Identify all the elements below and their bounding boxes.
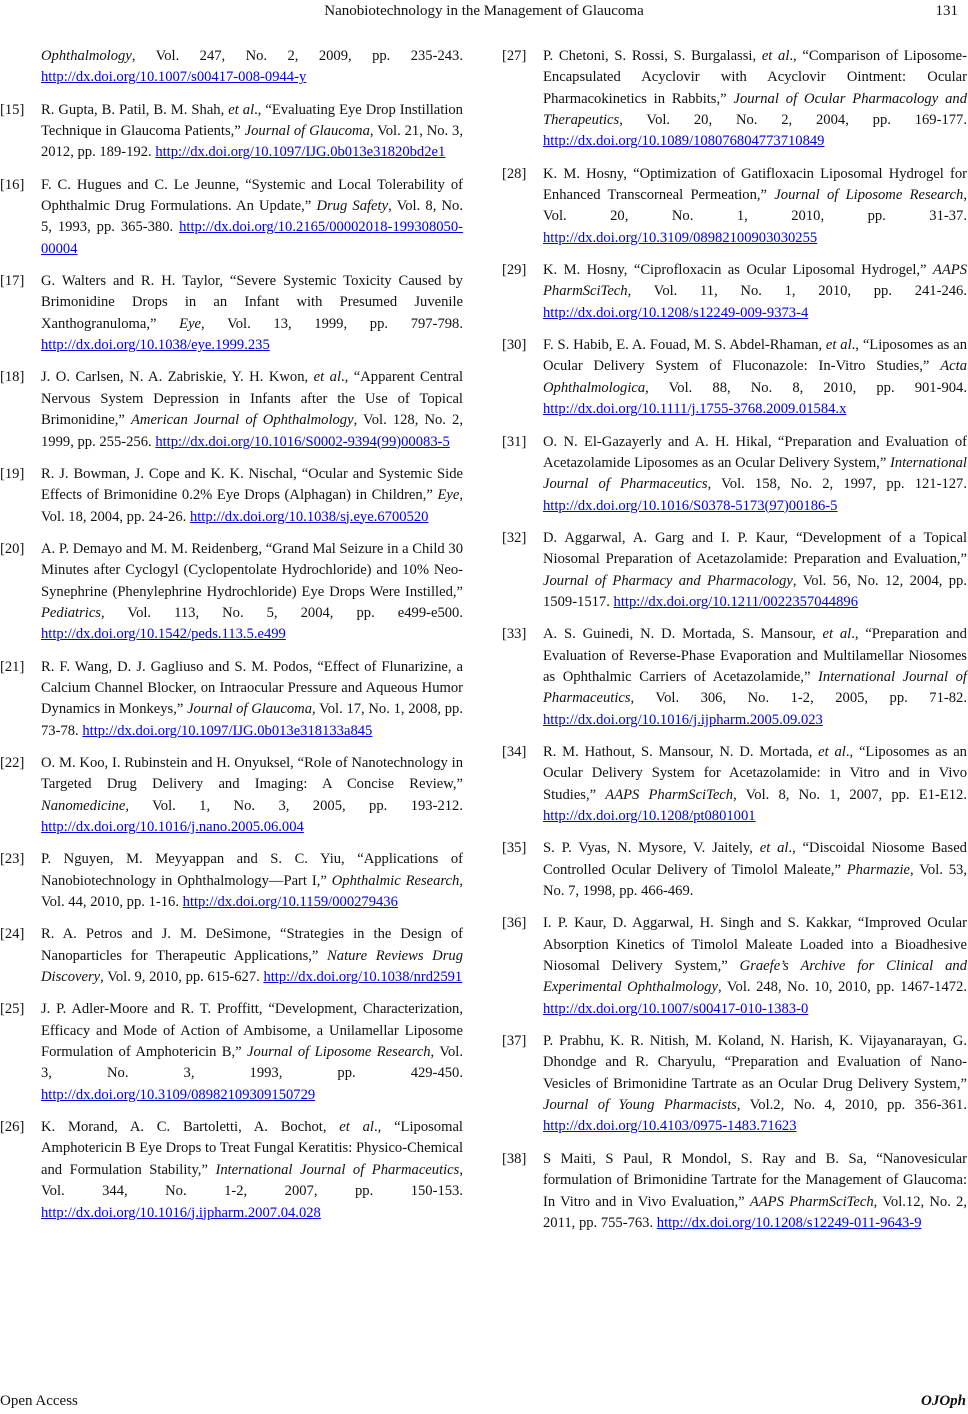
reference-journal: Journal of Ocular Pharmacology and Therapeutics — [543, 90, 967, 129]
reference-doi-link[interactable]: http://dx.doi.org/10.1016/S0378-5173(97)00186-5 — [543, 497, 838, 514]
reference-etal: et al — [818, 743, 846, 760]
reference-item — [502, 432, 967, 517]
reference-title: ., “Apparent Central Nervous System Depression in Infants after the Use of Topical Brimonidine,” — [41, 369, 463, 429]
reference-details: , Vol. 20, No. 1, 2010, pp. 31-37. — [543, 187, 967, 225]
reference-journal: Journal of Liposome Research — [247, 1044, 431, 1061]
reference-text — [41, 753, 463, 838]
reference-title: ., “Liposomes as an Ocular Delivery System for Acetazolamide: in Vitro and in Vivo Studies,” — [543, 743, 967, 803]
reference-details: , Vol. 158, No. 2, 1997, pp. 121-127. — [707, 476, 967, 493]
reference-number: [36] — [502, 915, 527, 932]
reference-details: , Vol. 17, No. 1, 2008, pp. 73-78. — [41, 701, 463, 739]
continuation-details: , Vol. 247, No. 2, 2009, pp. 235-243. — [131, 48, 463, 64]
reference-doi-link[interactable]: http://dx.doi.org/10.1089/108076804773710849 — [543, 133, 825, 150]
reference-item — [0, 753, 463, 838]
reference-number: [26] — [0, 1119, 25, 1136]
reference-details: , Vol. 1, No. 3, 2005, pp. 193-212. — [125, 797, 463, 814]
reference-number: [15] — [0, 101, 25, 118]
reference-details: , Vol. 18, 2004, pp. 24-26. — [41, 487, 463, 525]
reference-number: [19] — [0, 465, 25, 482]
reference-journal: AAPS PharmSciTech — [749, 1193, 874, 1210]
reference-details: , Vol.2, No. 4, 2010, pp. 356-361. — [736, 1097, 967, 1114]
reference-authors: P. Chetoni, S. Rossi, S. Burgalassi, — [543, 48, 762, 64]
reference-number: [17] — [0, 273, 25, 290]
reference-text — [543, 46, 967, 153]
reference-doi-link[interactable]: http://dx.doi.org/10.1007/s00417-010-1383-0 — [543, 1000, 809, 1017]
reference-authors: P. Nguyen, M. Meyyappan and S. C. Yiu, — [41, 851, 358, 868]
reference-doi-link[interactable]: http://dx.doi.org/10.1208/s12249-009-9373-4 — [543, 304, 809, 321]
open-access-label: Open Access — [0, 1393, 78, 1409]
reference-item — [0, 464, 463, 528]
reference-authors: I. P. Kaur, D. Aggarwal, H. Singh and S. Kakkar, — [543, 915, 858, 932]
reference-text — [41, 657, 463, 742]
reference-title: “Strategies in the Design of Nanoparticles for Therapeutic Applications,” — [41, 926, 463, 964]
reference-journal: AAPS PharmSciTech — [605, 786, 734, 803]
reference-details: , Vol. 21, No. 3, 2012, pp. 189-192. — [41, 123, 463, 161]
reference-authors: R. M. Hathout, S. Mansour, N. D. Mortada, — [543, 743, 819, 760]
reference-item — [502, 624, 967, 731]
reference-doi-link[interactable]: http://dx.doi.org/10.1211/0022357044896 — [613, 593, 858, 610]
reference-journal: Journal of Glaucoma — [187, 701, 313, 718]
reference-authors: G. Walters and R. H. Taylor, — [41, 273, 230, 290]
reference-number: [28] — [502, 165, 527, 182]
reference-item — [502, 838, 967, 902]
reference-details: , Vol. 11, No. 1, 2010, pp. 241-246. — [627, 283, 967, 300]
reference-title: ., “Discoidal Niosome Based Controlled Ocular Delivery of Timolol Maleate,” — [543, 840, 967, 878]
reference-journal: Eye — [437, 487, 460, 504]
reference-authors: P. Prabhu, K. R. Nitish, M. Koland, N. Harish, K. Vijayanarayan, G. Dhondge and R. Charyulu, — [543, 1033, 967, 1071]
reference-title: “Role of Nanotechnology in Targeted Drug Delivery and Imaging: A Concise Review,” — [41, 754, 463, 793]
reference-authors: R. A. Petros and J. M. DeSimone, — [41, 926, 281, 943]
reference-item — [0, 924, 463, 988]
reference-details: , Vol. 56, No. 12, 2004, pp. 1509-1517. — [543, 572, 967, 610]
reference-item — [0, 657, 463, 742]
reference-title: “Nanovesicular formulation of Brimonidine Tartrate for the Management of Glaucoma: In Vitro and in Vivo Evaluation,” — [543, 1150, 967, 1210]
reference-number: [27] — [502, 48, 527, 64]
reference-authors: O. N. El-Gazayerly and A. H. Hikal, — [543, 433, 778, 450]
reference-number: [25] — [0, 1001, 25, 1018]
reference-etal: et al — [761, 48, 790, 64]
reference-number: [23] — [0, 851, 25, 868]
reference-title: ., “Preparation and Evaluation of Reverse-Phase Evaporation and Multilamellar Niosomes as Ophthalmic Carriers of Acetazolamide,” — [543, 626, 967, 685]
reference-details: , Vol. 248, No. 10, 2010, pp. 1467-1472. — [717, 979, 967, 996]
reference-text — [41, 849, 463, 913]
reference-text — [543, 260, 967, 324]
reference-text — [41, 539, 463, 646]
reference-authors: R. Gupta, B. Patil, B. M. Shah, — [41, 101, 229, 118]
reference-details: , Vol. 3, No. 3, 1993, pp. 429-450. — [41, 1044, 463, 1082]
reference-text — [41, 464, 463, 528]
reference-journal: Ophthalmic Research — [331, 872, 460, 889]
reference-authors: K. M. Hosny, — [543, 262, 634, 279]
reference-journal: Journal of Pharmacy and Pharmacology — [543, 572, 793, 589]
reference-details: , Vol. 128, No. 2, 1999, pp. 255-256. — [41, 412, 463, 450]
reference-title: “Preparation and Evaluation of Nano-Vesicles of Brimonidine Tartrate as an Ocular Drug Delivery System,” — [543, 1054, 967, 1092]
reference-details: , Vol. 306, No. 1-2, 2005, pp. 71-82. — [630, 690, 967, 707]
reference-item — [502, 260, 967, 324]
reference-title: “Effect of Flunarizine, a Calcium Channel Blocker, on Intraocular Pressure and Aqueous Humor Dynamics in Monkeys,” — [41, 658, 463, 718]
reference-text — [41, 271, 463, 356]
reference-title: “Systemic and Local Tolerability of Ophthalmic Drug Formulations. An Update,” — [41, 176, 464, 215]
reference-text — [41, 924, 463, 988]
reference-journal: Nature Reviews Drug Discovery — [41, 947, 463, 986]
running-title: Nanobiotechnology in the Management of Glaucoma — [324, 3, 644, 19]
left-column — [0, 46, 463, 1235]
reference-text — [543, 1149, 967, 1234]
reference-details: , Vol. 13, 1999, pp. 797-798. — [201, 315, 463, 332]
reference-details: , Vol. 344, No. 1-2, 2007, pp. 150-153. — [41, 1161, 463, 1200]
reference-authors: R. F. Wang, D. J. Gagliuso and S. M. Podos, — [41, 658, 318, 675]
reference-text — [543, 432, 967, 517]
reference-details: , Vol. 88, No. 8, 2010, pp. 901-904. — [645, 379, 967, 396]
reference-journal: Pediatrics — [41, 604, 101, 621]
reference-authors: K. Morand, A. C. Bartoletti, A. Bochot, — [41, 1119, 340, 1136]
reference-text — [41, 100, 463, 164]
reference-title: “Ocular and Systemic Side Effects of Brimonidine 0.2% Eye Drops (Alphagan) in Children,” — [41, 465, 464, 504]
reference-number: [22] — [0, 754, 25, 771]
reference-title: “Ciprofloxacin as Ocular Liposomal Hydrogel,” — [633, 262, 933, 279]
reference-doi-link[interactable]: http://dx.doi.org/10.1016/S0002-9394(99)00083-5 — [155, 433, 450, 450]
reference-text — [543, 838, 967, 902]
reference-number: [37] — [502, 1033, 527, 1050]
reference-journal: Nanomedicine — [41, 797, 126, 814]
reference-text — [543, 335, 967, 420]
journal-abbrev: OJOph — [920, 1393, 966, 1409]
reference-doi-link[interactable]: http://dx.doi.org/10.1016/j.nano.2005.06.004 — [41, 819, 304, 835]
reference-text — [41, 1117, 463, 1224]
reference-item — [502, 913, 967, 1020]
reference-number: [21] — [0, 658, 25, 675]
reference-journal: Acta Ophthalmologica — [543, 358, 967, 396]
reference-journal: American Journal of Ophthalmology — [131, 412, 354, 429]
reference-number: [16] — [0, 176, 25, 193]
reference-title: “Improved Ocular Absorption Kinetics of Timolol Maleate Loaded into a Bioadhesive Niosomal Delivery System,” — [543, 915, 967, 975]
reference-item — [0, 999, 463, 1106]
reference-item — [502, 1031, 967, 1138]
reference-journal: International Journal of Pharmaceutics — [543, 454, 967, 493]
reference-number: [34] — [502, 743, 527, 760]
reference-doi-link[interactable]: http://dx.doi.org/10.1016/j.ijpharm.2005.09.023 — [543, 711, 823, 728]
reference-journal: Drug Safety — [316, 198, 389, 215]
reference-details: , Vol. 113, No. 5, 2004, pp. e499-e500. — [101, 604, 463, 621]
reference-doi-link[interactable]: http://dx.doi.org/10.1159/000279436 — [182, 894, 398, 911]
reference-doi-link[interactable]: http://dx.doi.org/10.1111/j.1755-3768.2009.01584.x — [543, 401, 847, 418]
reference-item — [0, 849, 463, 913]
reference-item — [502, 742, 967, 827]
reference-doi-link[interactable]: http://dx.doi.org/10.1542/peds.113.5.e499 — [41, 626, 286, 643]
reference-item — [0, 1117, 463, 1224]
reference-authors: J. P. Adler-Moore and R. T. Proffitt, — [41, 1001, 269, 1018]
reference-title: “Applications of Nanobiotechnology in Ophthalmology—Part I,” — [41, 851, 463, 889]
reference-title: “Development, Characterization, Efficacy and Mode of Action of Ambisome, a Unilamellar Liposome Formulation of Amphotericin B,” — [41, 1001, 463, 1061]
reference-authors: K. M. Hosny, — [543, 165, 634, 182]
reference-text — [543, 742, 967, 827]
reference-etal: et al — [759, 840, 789, 857]
reference-doi-link[interactable]: http://dx.doi.org/10.1016/j.ijpharm.2007.04.028 — [41, 1204, 321, 1221]
reference-number: [20] — [0, 540, 25, 557]
reference-authors: S. P. Vyas, N. Mysore, V. Jaitely, — [543, 840, 760, 857]
reference-number: [31] — [502, 433, 527, 450]
reference-journal: International Journal of Pharmaceutics — [215, 1161, 460, 1178]
reference-continuation — [0, 46, 463, 89]
reference-number: [33] — [502, 626, 527, 643]
reference-item — [0, 271, 463, 356]
reference-title: ., “Comparison of Liposome-Encapsulated Acyclovir with Acyclovir Ointment: Ocular Pharmacokinetics in Rabbits,” — [543, 48, 967, 107]
reference-item — [0, 100, 463, 164]
reference-authors: F. S. Habib, E. A. Fouad, M. S. Abdel-Rhaman, — [543, 337, 826, 354]
reference-authors: J. O. Carlsen, N. A. Zabriskie, Y. H. Kwon, — [41, 369, 314, 386]
reference-doi-link[interactable]: http://dx.doi.org/10.1097/IJG.0b013e318133a845 — [82, 722, 373, 739]
reference-authors: F. C. Hugues and C. Le Jeunne, — [41, 176, 246, 193]
reference-doi-link[interactable]: http://dx.doi.org/10.1038/sj.eye.6700520 — [189, 508, 429, 525]
reference-authors: A. S. Guinedi, N. D. Mortada, S. Mansour, — [543, 626, 823, 643]
reference-title: ., “Evaluating Eye Drop Instillation Technique in Glaucoma Patients,” — [41, 101, 463, 140]
right-reference-list — [502, 46, 967, 1234]
reference-text — [543, 913, 967, 1020]
reference-doi-link[interactable]: http://dx.doi.org/10.1208/s12249-011-9643-9 — [656, 1214, 922, 1231]
reference-doi-link[interactable]: http://dx.doi.org/10.2165/00002018-199308050-00004 — [41, 219, 463, 257]
reference-title: “Preparation and Evaluation of Acetazolamide Liposomes as an Ocular Delivery System,” — [543, 433, 967, 471]
reference-journal: Pharmazie — [846, 861, 911, 878]
reference-item — [502, 164, 967, 249]
reference-number: [30] — [502, 337, 527, 354]
reference-doi-link[interactable]: http://dx.doi.org/10.4103/0975-1483.71623 — [543, 1118, 797, 1135]
reference-text — [41, 367, 463, 452]
reference-journal: Graefe’s Archive for Clinical and Experimental Ophthalmology — [543, 958, 968, 996]
page-footer — [0, 1393, 968, 1413]
continuation-journal: Ophthalmology — [41, 48, 132, 64]
reference-item — [0, 367, 463, 452]
reference-item — [0, 539, 463, 646]
reference-number: [35] — [502, 840, 527, 857]
reference-title: “Grand Mal Seizure in a Child 30 Minutes after Cyclogyl (Cyclopentolate Hydrochloride) and 10% Neo-Synephrine (Phenylephrine Hydrochloride) Eye Drops Were Instilled,” — [41, 540, 463, 600]
reference-text — [543, 624, 967, 731]
page-number: 131 — [935, 3, 958, 19]
reference-doi-link[interactable]: http://dx.doi.org/10.1038/eye.1999.235 — [41, 337, 270, 354]
reference-journal: Journal of Young Pharmacists — [543, 1097, 737, 1114]
reference-doi-link[interactable]: http://dx.doi.org/10.1038/nrd2591 — [263, 969, 463, 986]
reference-item — [502, 1149, 967, 1234]
reference-item — [0, 175, 463, 260]
reference-journal: AAPS PharmSciTech — [543, 262, 967, 300]
reference-doi-link[interactable]: http://dx.doi.org/10.1097/IJG.0b013e31820bd2e1 — [155, 144, 446, 161]
reference-doi-link[interactable]: http://dx.doi.org/10.3109/08982109309150729 — [41, 1086, 316, 1103]
reference-etal: et al — [228, 101, 255, 118]
reference-etal: et al — [313, 369, 342, 386]
reference-details: , Vol. 8, No. 1, 2007, pp. E1-E12. — [733, 786, 967, 803]
reference-doi-link[interactable]: http://dx.doi.org/10.3109/08982100903030255 — [543, 229, 818, 246]
reference-details: , Vol. 53, No. 7, 1998, pp. 466-469. — [543, 861, 967, 900]
reference-title: “Development of a Topical Niosomal Preparation of Acetazolamide: Preparation and Evaluation,” — [543, 529, 967, 568]
reference-item — [502, 528, 967, 613]
continuation-link[interactable]: http://dx.doi.org/10.1007/s00417-008-0944-y — [41, 69, 307, 86]
reference-journal: Journal of Liposome Research — [774, 187, 964, 204]
reference-item — [502, 335, 967, 420]
reference-authors: A. P. Demayo and M. M. Reidenberg, — [41, 540, 266, 557]
left-reference-list — [0, 100, 463, 1224]
reference-authors: D. Aggarwal, A. Garg and I. P. Kaur, — [543, 529, 796, 546]
reference-number: [38] — [502, 1150, 527, 1167]
reference-authors: R. J. Bowman, J. Cope and K. K. Nischal, — [41, 465, 302, 482]
reference-details: , Vol. 8, No. 5, 1993, pp. 365-380. — [41, 198, 463, 236]
reference-authors: S Maiti, S Paul, R Mondol, S. Ray and B. Sa, — [543, 1150, 877, 1167]
reference-journal: International Journal of Pharmaceutics — [543, 668, 967, 707]
reference-details: , Vol. 20, No. 2, 2004, pp. 169-177. — [619, 112, 967, 129]
reference-title: “Optimization of Gatifloxacin Liposomal Hydrogel for Enhanced Transcorneal Permeation,” — [543, 165, 967, 204]
reference-title: ., “Liposomal Amphotericin B Eye Drops to Treat Fungal Keratitis: Physico-Chemical and Formulation Stability,” — [41, 1119, 463, 1178]
page-header — [0, 3, 968, 25]
reference-journal: Journal of Glaucoma — [244, 123, 370, 140]
reference-details: , Vol. 9, 2010, pp. 615-627. — [100, 969, 260, 986]
reference-title: ., “Liposomes as an Ocular Delivery System of Fluconazole: In-Vitro Studies,” — [543, 337, 967, 375]
reference-doi-link[interactable]: http://dx.doi.org/10.1208/pt0801001 — [543, 808, 756, 824]
reference-number: [18] — [0, 369, 25, 386]
reference-text — [543, 164, 967, 249]
reference-text — [543, 1031, 967, 1138]
reference-text — [41, 175, 463, 260]
reference-text — [543, 528, 967, 613]
reference-number: [29] — [502, 262, 527, 279]
reference-item — [502, 46, 967, 153]
reference-text — [41, 999, 463, 1106]
reference-details: , Vol.12, No. 2, 2011, pp. 755-763. — [543, 1193, 967, 1231]
reference-journal: Eye — [179, 315, 202, 332]
reference-etal: et al — [822, 626, 852, 643]
reference-etal: et al — [339, 1119, 374, 1136]
right-column — [502, 46, 967, 1245]
reference-details: , Vol. 44, 2010, pp. 1-16. — [41, 872, 463, 911]
reference-number: [32] — [502, 529, 527, 546]
reference-etal: et al — [825, 337, 852, 354]
reference-title: “Severe Systemic Toxicity Caused by Brimonidine Drops in an Infant with Presumed Juvenile Xanthogranuloma,” — [41, 273, 463, 332]
reference-authors: O. M. Koo, I. Rubinstein and H. Onyuksel, — [41, 754, 298, 771]
reference-number: [24] — [0, 926, 25, 943]
